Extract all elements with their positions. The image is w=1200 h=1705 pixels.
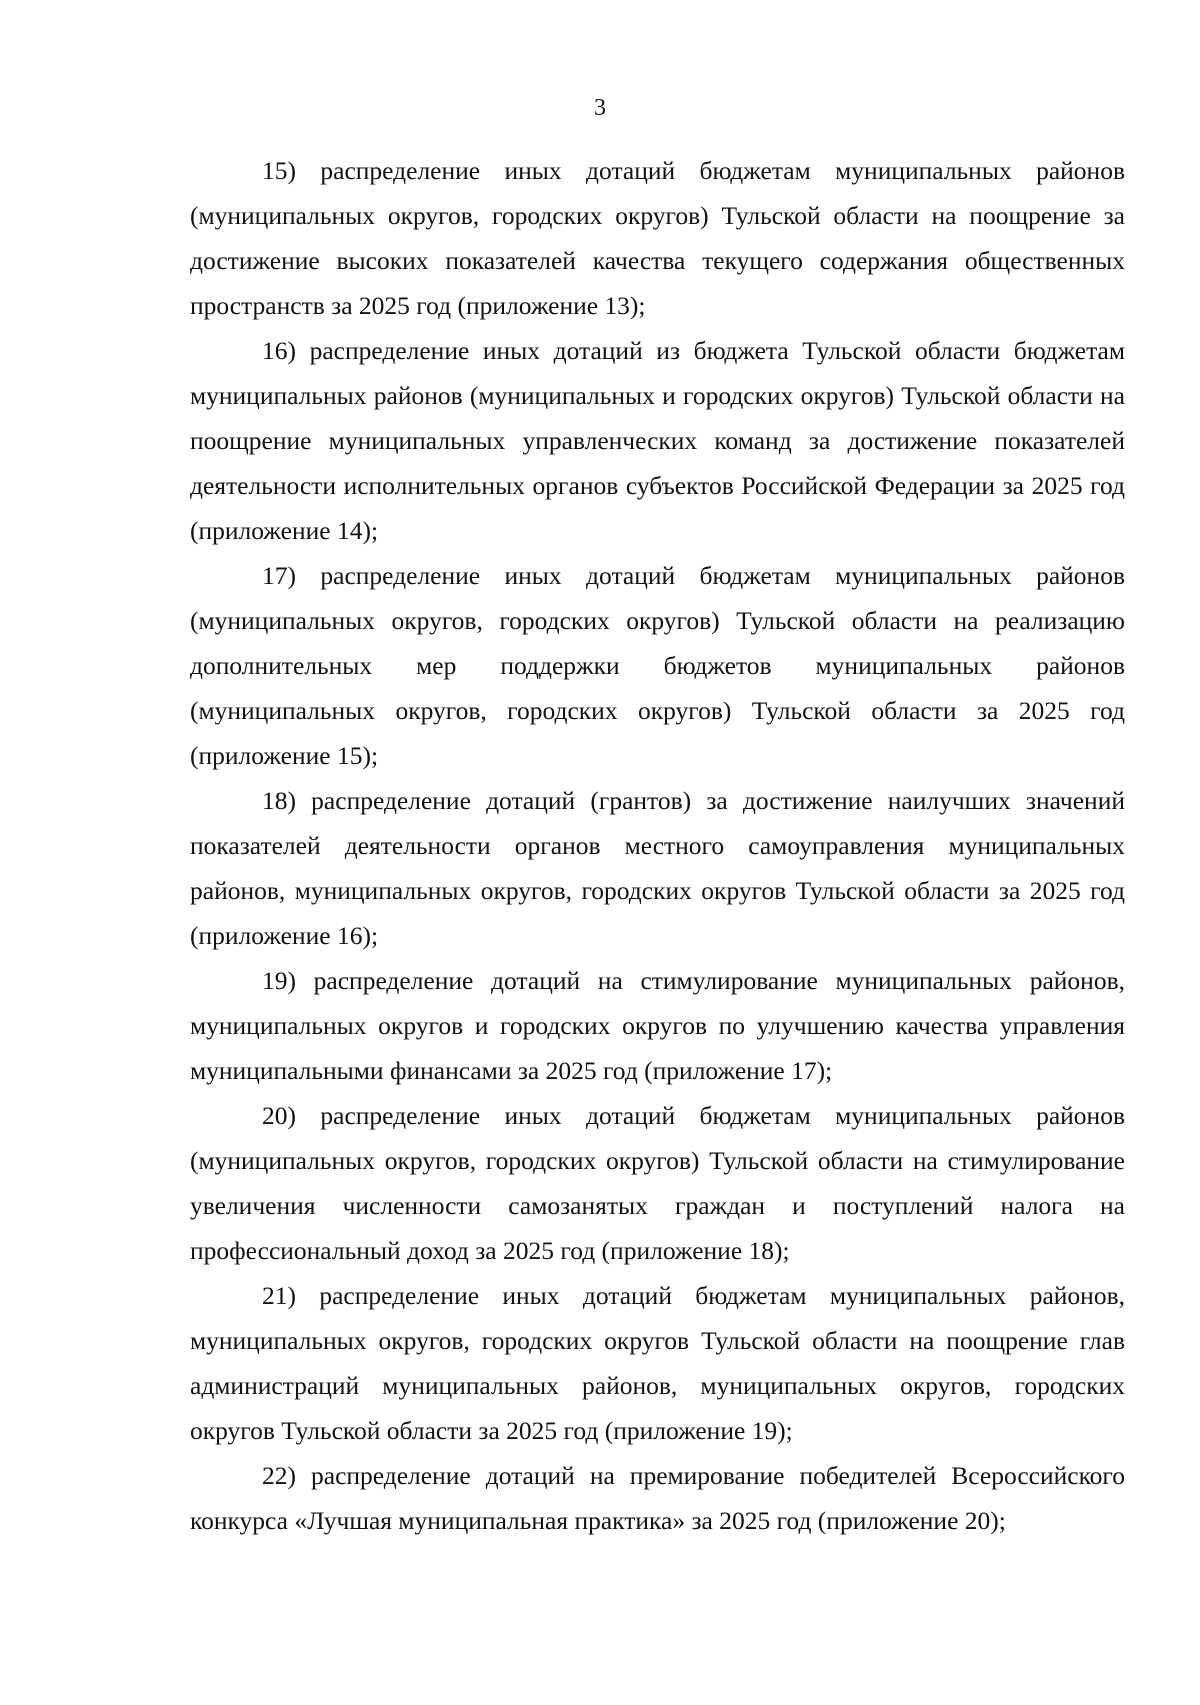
list-item: 20) распределение иных дотаций бюджетам муниципальных районов (муниципальных округов, городских округов) Тульской области на стимулирование увеличения численности самозанятых граждан и поступлений налога на профессиональный доход за 2025 год (приложение 18);	[190, 1101, 1125, 1265]
page-number: 3	[594, 95, 606, 121]
document-body	[190, 148, 1125, 1543]
list-item: 18) распределение дотаций (грантов) за достижение наилучших значений показателей деятельности органов местного самоуправления муниципальных районов, муниципальных округов, городских округов Тульской области за 2025 год (приложение 16);	[190, 786, 1125, 950]
list-item: 16) распределение иных дотаций из бюджета Тульской области бюджетам муниципальных районов (муниципальных и городских округов) Тульской области на поощрение муниципальных управленческих команд за достижение показателей деятельности исполнительных органов субъектов Российской Федерации за 2025 год (приложение 14);	[190, 336, 1125, 545]
list-item: 22) распределение дотаций на премирование победителей Всероссийского конкурса «Лучшая муниципальная практика» за 2025 год (приложение 20);	[190, 1461, 1125, 1535]
list-item: 17) распределение иных дотаций бюджетам муниципальных районов (муниципальных округов, городских округов) Тульской области на реализацию дополнительных мер поддержки бюджетов муниципальных районов (муниципальных округов, городских округов) Тульской области за 2025 год (приложение 15);	[190, 561, 1125, 770]
list-item: 21) распределение иных дотаций бюджетам муниципальных районов, муниципальных округов, городских округов Тульской области на поощрение глав администраций муниципальных районов, муниципальных округов, городских округов Тульской области за 2025 год (приложение 19);	[190, 1281, 1125, 1445]
list-item: 19) распределение дотаций на стимулирование муниципальных районов, муниципальных округов и городских округов по улучшению качества управления муниципальными финансами за 2025 год (приложение 17);	[190, 966, 1125, 1085]
list-item: 15) распределение иных дотаций бюджетам муниципальных районов (муниципальных округов, городских округов) Тульской области на поощрение за достижение высоких показателей качества текущего содержания общественных пространств за 2025 год (приложение 13);	[190, 156, 1125, 320]
